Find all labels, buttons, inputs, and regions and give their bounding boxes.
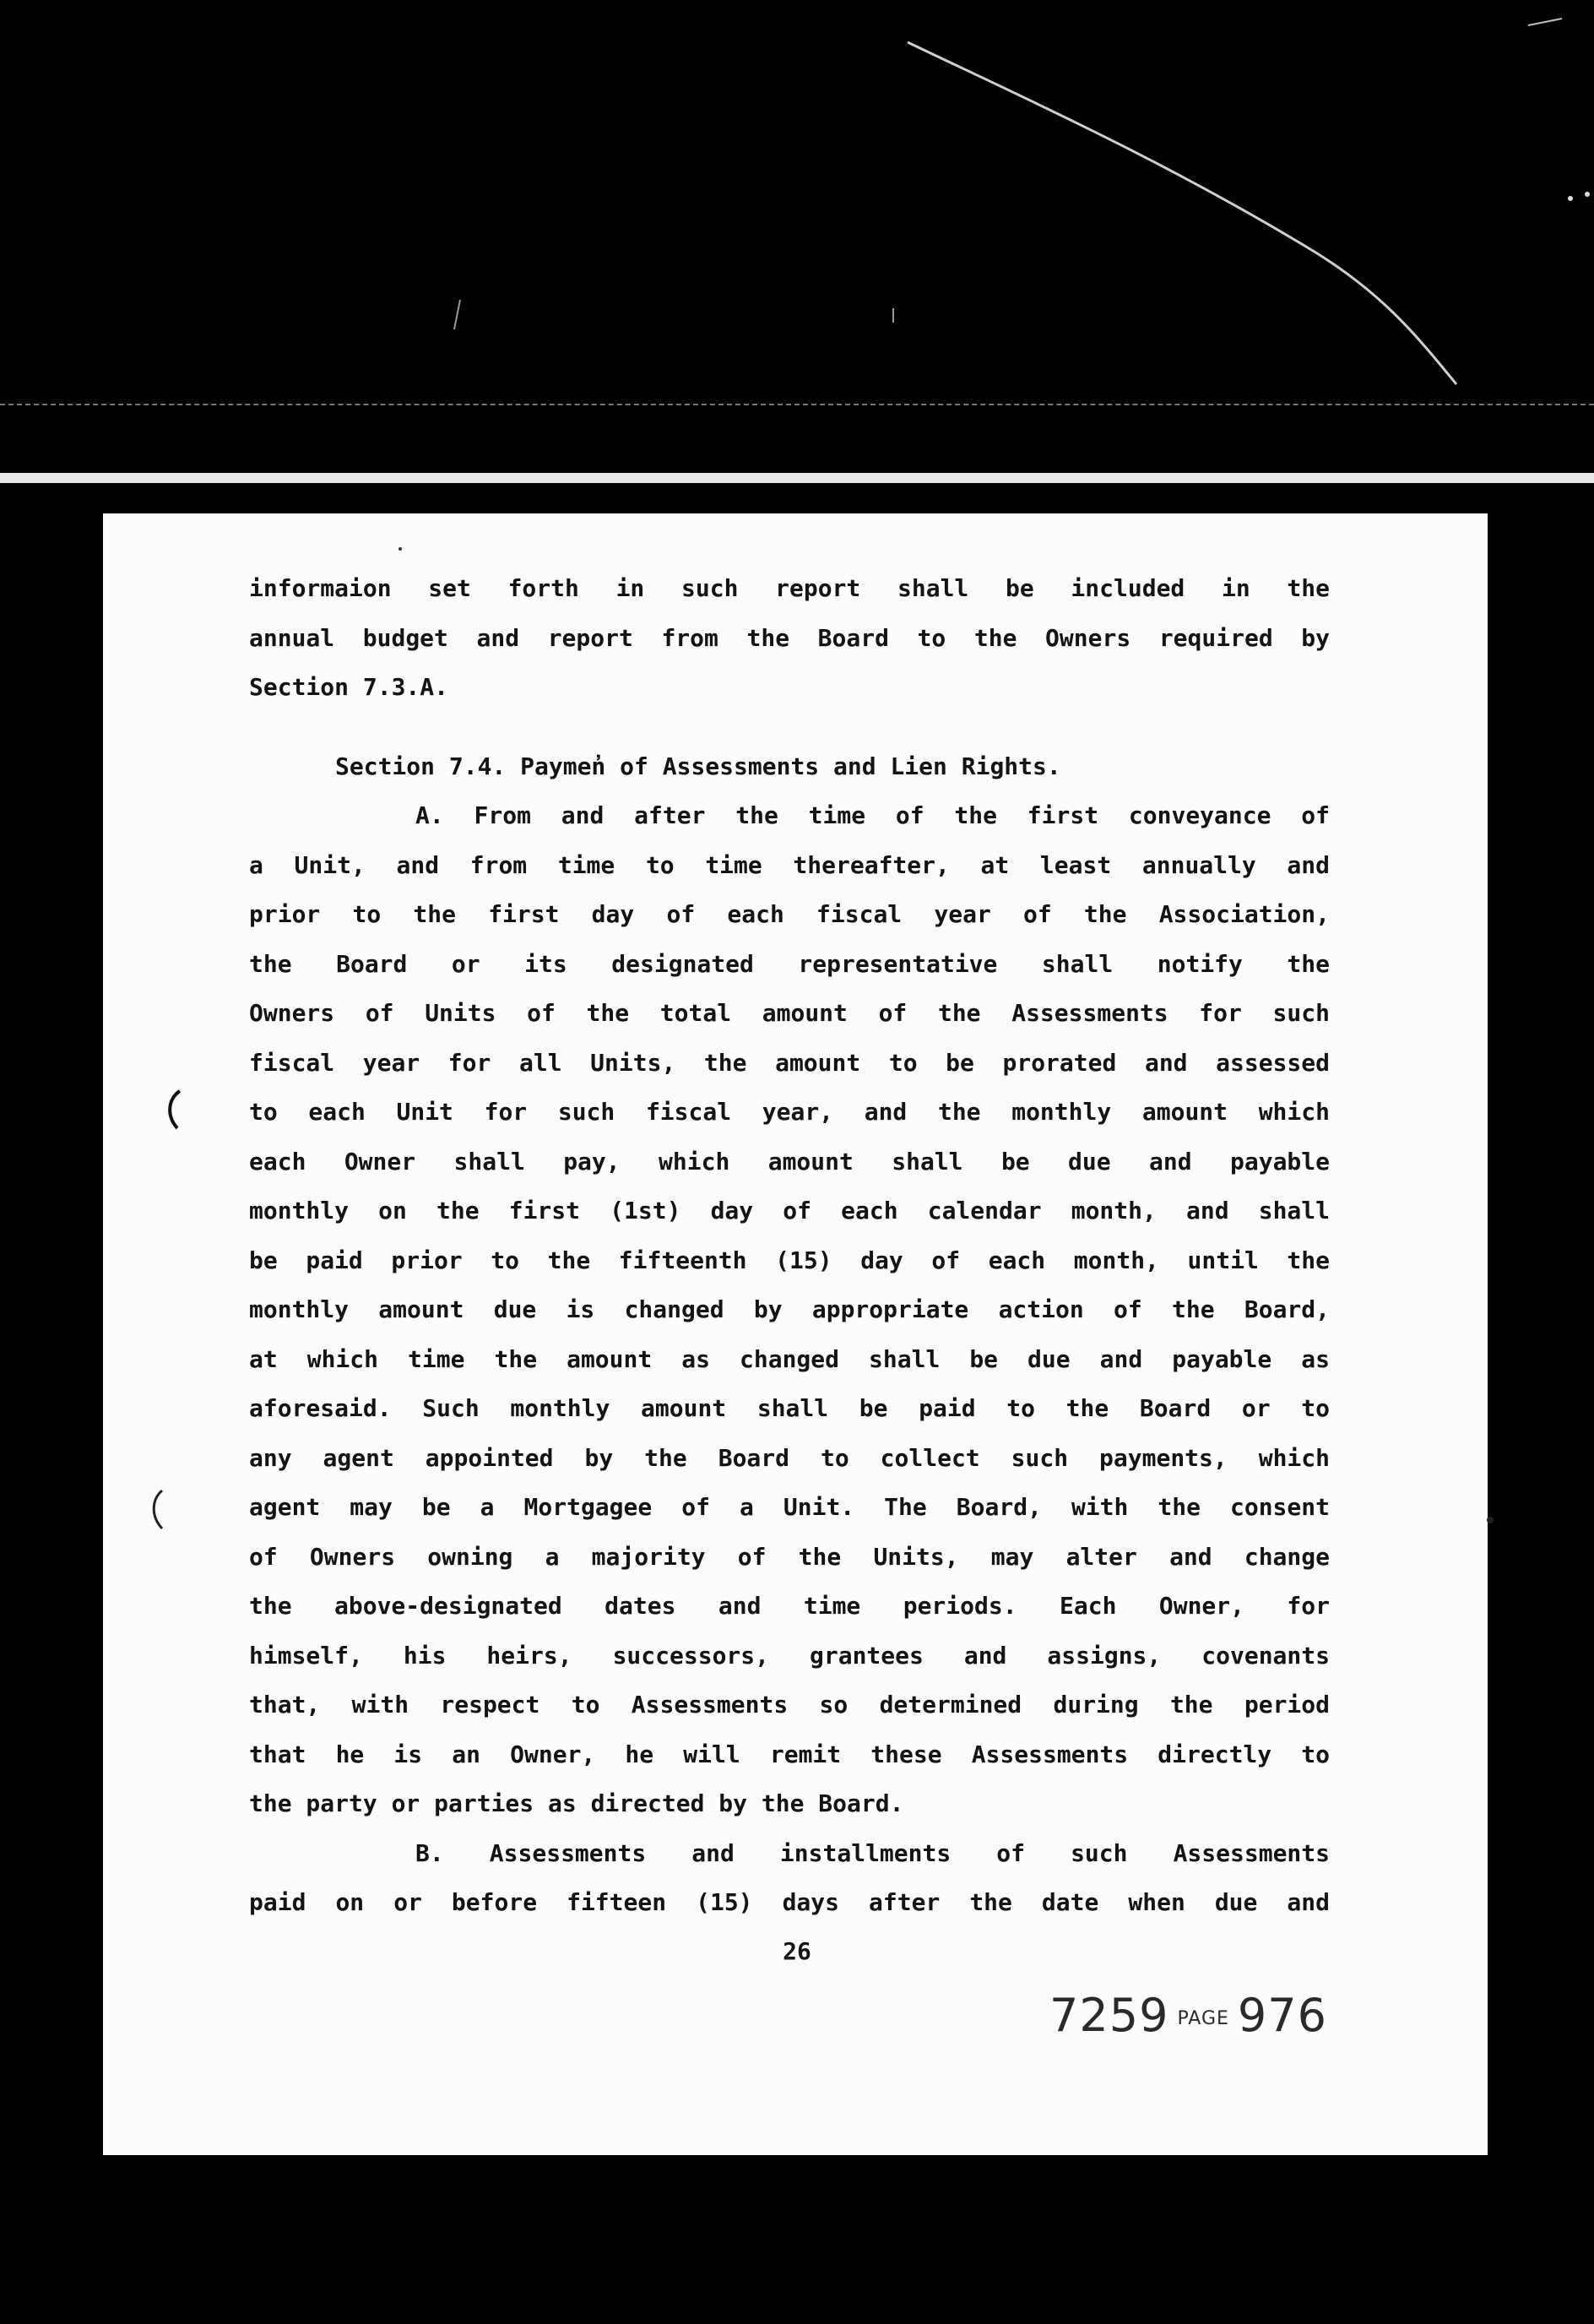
book-number: 7259 — [1049, 1989, 1169, 2042]
body-line: annual budget and report from the Board to the Owners required by — [249, 623, 1330, 652]
paragraph-line: himself, his heirs, successors, grantees and assigns, covenants — [249, 1641, 1330, 1670]
paragraph-line: agent may be a Mortgagee of a Unit. The Board, with the consent — [249, 1493, 1330, 1521]
paragraph-line: monthly on the first (1st) day of each calendar month, and shall — [249, 1197, 1330, 1224]
body-line: Section 7.3.A. — [249, 673, 449, 701]
paragraph-line: B. Assessments and installments of such Assessments — [415, 1838, 1330, 1867]
paragraph-line: Owners of Units of the total amount of the Assessments for such — [249, 999, 1330, 1027]
body-line: informaion set forth in such report shall be included in the — [249, 574, 1330, 602]
paragraph-line: A. From and after the time of the first conveyance of — [415, 801, 1330, 829]
paragraph-line: monthly amount due is changed by appropriate action of the Board, — [249, 1295, 1330, 1323]
scan-scratch-line — [1528, 19, 1562, 25]
paragraph-line: any agent appointed by the Board to collect such payments, which — [249, 1443, 1330, 1472]
paragraph-line: that, with respect to Assessments so determined during the period — [249, 1691, 1330, 1719]
margin-mark — [154, 1491, 162, 1529]
page-number: 26 — [783, 1937, 811, 1965]
paragraph-line: paid on or before fifteen (15) days after the date when due and — [249, 1888, 1330, 1916]
paragraph-line: of Owners owning a majority of the Units, may alter and change — [249, 1542, 1330, 1571]
speck — [398, 547, 402, 551]
section-heading: Section 7.4. Paymen̓ of Assessments and Lien Rights. — [335, 752, 1061, 780]
scan-scratch-line — [454, 300, 460, 329]
paragraph-line: prior to the first day of each fiscal year of the Association, — [249, 900, 1330, 928]
speck — [1568, 196, 1573, 201]
scan-scratch-line — [908, 42, 1456, 384]
paragraph-line: at which time the amount as changed shall be due and payable as — [249, 1344, 1330, 1373]
speck — [1487, 1517, 1494, 1523]
margin-mark — [170, 1091, 180, 1128]
paragraph-line: aforesaid. Such monthly amount shall be paid to the Board or to — [249, 1394, 1330, 1422]
paragraph-line: the party or parties as directed by the Board. — [249, 1789, 904, 1817]
paragraph-line: a Unit, and from time to time thereafter, at least annually and — [249, 850, 1330, 879]
paragraph-line: be paid prior to the fifteenth (15) day of each month, until the — [249, 1246, 1330, 1274]
paragraph-line: to each Unit for such fiscal year, and the monthly amount which — [249, 1098, 1330, 1126]
stamp-page-number: 976 — [1237, 1989, 1327, 2042]
paragraph-line: the Board or its designated representative shall notify the — [249, 949, 1330, 978]
paragraph-line: each Owner shall pay, which amount shall be due and payable — [249, 1147, 1330, 1176]
paragraph-line: that he is an Owner, he will remit these Assessments directly to — [249, 1740, 1330, 1768]
page-label: PAGE — [1177, 2007, 1229, 2029]
paragraph-line: the above-designated dates and time periods. Each Owner, for — [249, 1592, 1330, 1620]
paragraph-line: fiscal year for all Units, the amount to be prorated and assessed — [249, 1048, 1330, 1077]
speck — [1585, 192, 1590, 197]
